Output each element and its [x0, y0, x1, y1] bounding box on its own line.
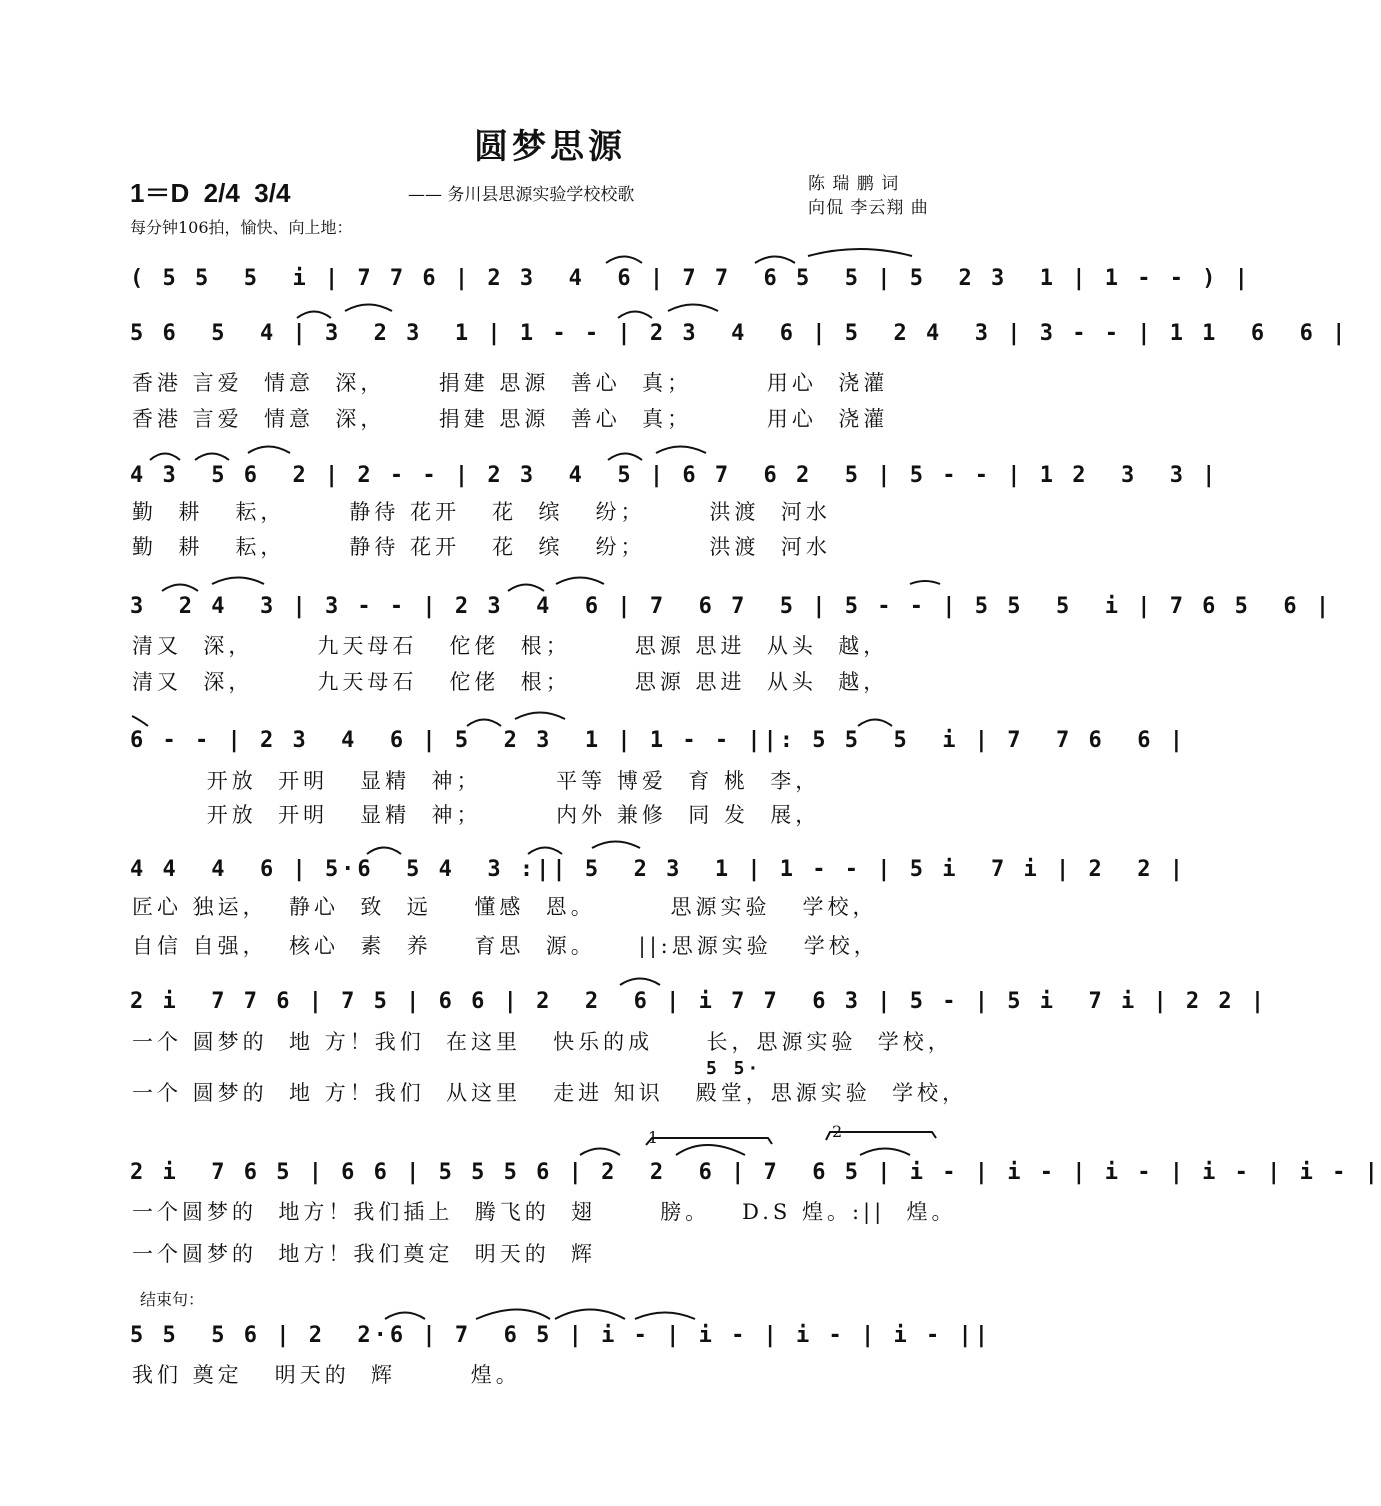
slur-18 — [132, 716, 148, 726]
slur-4 — [297, 312, 331, 319]
lyric-coda: 我们 奠定 明天的 辉 煌。 — [132, 1363, 521, 1387]
slur-21 — [858, 720, 892, 727]
lyricist-credit: 陈 瑞 鹏 词 — [808, 174, 900, 194]
lyric-verse2-line-4: 清又 深， 九天母石 佗佬 根； 思源 思进 从头 越， — [132, 670, 889, 694]
composer-credit: 向侃 李云翔 曲 — [808, 198, 929, 218]
notation-line-7: 2 i 7 7 6 | 7 5 | 6 6 | 2 2 6 | i 7 7 6 3 | 5 - | 5 i 7 i | 2 2 | — [130, 989, 1268, 1014]
notation-line-4: 3 2 4 3 | 3 - - | 2 3 4 6 | 7 6 7 5 | 5 - - | 5 5 5 i | 7 6 5 6 | — [130, 594, 1333, 619]
slur-17 — [910, 581, 940, 584]
song-subtitle: —— 务川县思源实验学校校歌 — [408, 185, 635, 205]
slur-22 — [367, 848, 401, 855]
slur-28 — [860, 1149, 910, 1156]
notation-line-1: ( 5 5 5 i | 7 7 6 | 2 3 4 6 | 7 7 6 5 5 | 5 2 3 1 | 1 - - ) | — [130, 266, 1251, 291]
slur-9 — [195, 454, 229, 461]
slur-7 — [668, 305, 718, 312]
slur-32 — [635, 1313, 695, 1320]
slur-8 — [150, 454, 180, 461]
notation-coda: 5 5 5 6 | 2 2·6 | 7 6 5 | i - | i - | i - | i - || — [130, 1323, 991, 1348]
volta-2-label: 2 — [832, 1122, 843, 1141]
slur-10 — [248, 447, 290, 454]
slur-20 — [515, 713, 565, 720]
lyric-verse1-line-5: 开放 开明 显精 神； 平等 博爱 育 桃 李， — [132, 769, 821, 793]
slur-3 — [808, 249, 912, 256]
slur-19 — [467, 720, 501, 727]
slur-14 — [212, 578, 264, 585]
slur-30 — [476, 1310, 550, 1320]
slur-31 — [555, 1310, 625, 1320]
lyric-verse1-line-6: 匠心 独运， 静心 致 远 懂感 恩。 思源实验 学校， — [132, 895, 878, 919]
volta-1-bracket — [646, 1138, 772, 1145]
notation-line-5: 6 - - | 2 3 4 6 | 5 2 3 1 | 1 - - ||: 5 5 5 i | 7 7 6 6 | — [130, 728, 1186, 753]
slur-15 — [508, 585, 544, 592]
slur-1 — [606, 257, 642, 264]
lyric-verse1-line-3: 勤 耕 耘， 静待 花开 花 缤 纷； 洪渡 河水 — [132, 500, 831, 524]
coda-label: 结束句： — [140, 1290, 205, 1309]
volta-1-label: 1 — [648, 1128, 659, 1147]
lyric-verse2-line-7: 一个 圆梦的 地 方！我们 从这里 走进 知识 殿堂，思源实验 学校， — [132, 1081, 968, 1105]
notation-line-3: 4 3 5 6 2 | 2 - - | 2 3 4 5 | 6 7 6 2 5 | 5 - - | 1 2 3 3 | — [130, 463, 1219, 488]
lyric-verse2-line-5: 开放 开明 显精 神； 内外 兼修 同 发 展， — [132, 803, 821, 827]
lyric-verse1-line-2: 香港 言爱 情意 深， 捐建 思源 善心 真； 用心 浇灌 — [132, 371, 889, 395]
slur-27 — [676, 1145, 745, 1155]
lyric-verse2-line-8: 一个圆梦的 地方！我们奠定 明天的 辉 — [132, 1242, 597, 1266]
lyric-verse2-line-6: 自信 自强， 核心 素 养 育思 源。 ||:思源实验 学校， — [132, 934, 879, 958]
slur-13 — [162, 585, 198, 592]
lyric-verse2-line-3: 勤 耕 耘， 静待 花开 花 缤 纷； 洪渡 河水 — [132, 535, 831, 559]
slur-16 — [556, 578, 604, 585]
notation-line-6: 4 4 4 6 | 5·6 5 4 3 :|| 5 2 3 1 | 1 - - | 5 i 7 i | 2 2 | — [130, 857, 1186, 882]
notation-line-8: 2 i 7 6 5 | 6 6 | 5 5 5 6 | 2 2 6 | 7 6 5 | i - | i - | i - | i - | i - | — [130, 1160, 1381, 1185]
lyric-verse1-line-8: 一个圆梦的 地方！我们插上 腾飞的 翅 膀。 D.S 煌。:|| 煌。 — [132, 1200, 957, 1224]
slur-11 — [608, 454, 642, 461]
slur-25 — [620, 979, 660, 986]
slur-2 — [755, 257, 795, 264]
slur-29 — [385, 1313, 425, 1320]
slur-12 — [656, 447, 706, 454]
song-title: 圆梦思源 — [474, 127, 626, 167]
notation-line-2: 5 6 5 4 | 3 2 3 1 | 1 - - | 2 3 4 6 | 5 2 4 3 | 3 - - | 1 1 6 6 | — [130, 321, 1349, 346]
slur-6 — [618, 312, 652, 319]
key-time-signature: 1＝D 2/4 3/4 — [130, 178, 291, 208]
alternate-notes: 5 5· — [706, 1058, 762, 1079]
lyric-verse2-line-2: 香港 言爱 情意 深， 捐建 思源 善心 真； 用心 浇灌 — [132, 407, 889, 431]
slur-26 — [580, 1149, 620, 1156]
volta-2-bracket — [826, 1132, 936, 1140]
tempo-marking: 每分钟106拍，愉快、向上地： — [130, 218, 353, 237]
lyric-verse1-line-7: 一个 圆梦的 地 方！我们 在这里 快乐的成 长，思源实验 学校， — [132, 1030, 953, 1054]
slur-5 — [345, 305, 392, 312]
slur-24 — [592, 842, 640, 849]
lyric-verse1-line-4: 清又 深， 九天母石 佗佬 根； 思源 思进 从头 越， — [132, 634, 889, 658]
slur-23 — [528, 848, 562, 855]
